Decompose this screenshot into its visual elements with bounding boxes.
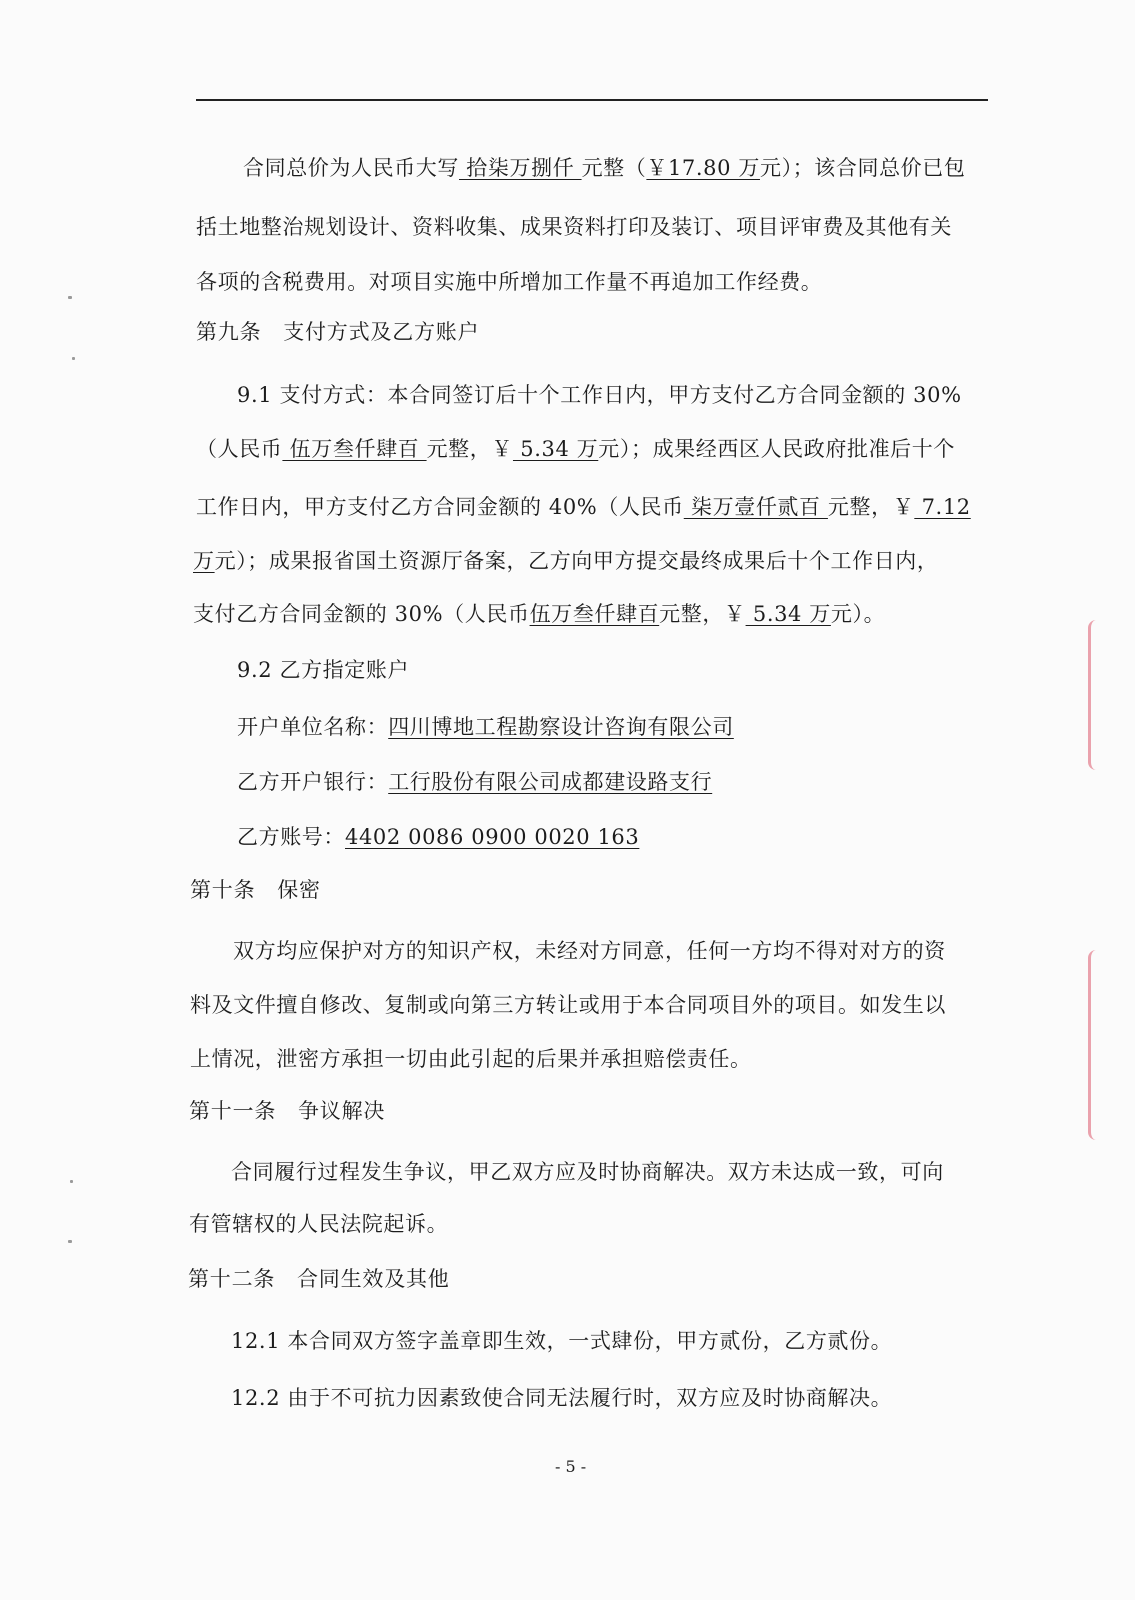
account-number-line: 乙方账号：4402 0086 0900 0020 163 <box>237 825 640 849</box>
scan-speck <box>68 296 72 299</box>
paragraph-line: 括土地整治规划设计、资料收集、成果资料打印及装订、项目评审费及其他有关 <box>196 215 952 239</box>
paragraph-line: 各项的含税费用。对项目实施中所增加工作量不再追加工作经费。 <box>196 270 823 294</box>
paragraph-line: 9.1 支付方式：本合同签订后十个工作日内，甲方支付乙方合同金额的 30% <box>237 383 962 407</box>
bank-name-value: 工行股份有限公司成都建设路支行 <box>388 770 713 794</box>
paragraph-line: 12.2 由于不可抗力因素致使合同无法履行时，双方应及时协商解决。 <box>231 1386 893 1410</box>
account-name-value: 四川博地工程勘察设计咨询有限公司 <box>388 715 734 739</box>
amount-in-words: 拾柒万捌仟 <box>459 156 582 180</box>
scan-speck <box>70 1180 73 1183</box>
paragraph-line: 料及文件擅自修改、复制或向第三方转让或用于本合同项目外的项目。如发生以 <box>190 993 946 1017</box>
section-heading-10: 第十条 保密 <box>190 878 321 902</box>
paragraph-line: 工作日内，甲方支付乙方合同金额的 40%（人民币 柒万壹仟贰百 元整，￥ 7.12 <box>196 495 971 519</box>
paragraph-line: （人民币 伍万叁仟肆百 元整，￥ 5.34 万元）；成果经西区人民政府批准后十个 <box>196 437 955 461</box>
scan-speck <box>72 357 75 360</box>
paragraph-line: 12.1 本合同双方签字盖章即生效，一式肆份，甲方贰份，乙方贰份。 <box>231 1329 893 1353</box>
paragraph-line: 双方均应保护对方的知识产权，未经对方同意，任何一方均不得对对方的资 <box>233 939 946 963</box>
paragraph-line: 合同履行过程发生争议，甲乙双方应及时协商解决。双方未达成一致，可向 <box>231 1160 944 1184</box>
account-number-value: 4402 0086 0900 0020 163 <box>345 825 640 849</box>
section-heading-9: 第九条 支付方式及乙方账户 <box>196 320 480 344</box>
total-price-line: 合同总价为人民币大写 拾柒万捌仟 元整（￥17.80 万元）；该合同总价已包 <box>243 156 966 180</box>
section-heading-11: 第十一条 争议解决 <box>189 1099 386 1123</box>
sub-heading: 9.2 乙方指定账户 <box>237 658 410 682</box>
header-rule <box>196 99 988 101</box>
page-number: - 5 - <box>555 1457 587 1476</box>
paragraph-line: 支付乙方合同金额的 30%（人民币伍万叁仟肆百元整，￥ 5.34 万元）。 <box>193 602 886 626</box>
section-heading-12: 第十二条 合同生效及其他 <box>188 1267 450 1291</box>
account-name-line: 开户单位名称：四川博地工程勘察设计咨询有限公司 <box>237 715 734 739</box>
paragraph-line: 有管辖权的人民法院起诉。 <box>189 1212 449 1236</box>
paragraph-line: 上情况，泄密方承担一切由此引起的后果并承担赔偿责任。 <box>190 1047 752 1071</box>
seal-stamp-edge <box>1088 620 1131 770</box>
amount-in-figures: ￥17.80 万 <box>646 156 760 180</box>
seal-stamp-edge <box>1088 950 1131 1140</box>
bank-line: 乙方开户银行：工行股份有限公司成都建设路支行 <box>237 770 713 794</box>
paragraph-line: 万元）；成果报省国土资源厅备案，乙方向甲方提交最终成果后十个工作日内， <box>193 549 939 573</box>
scan-speck <box>68 1240 72 1243</box>
